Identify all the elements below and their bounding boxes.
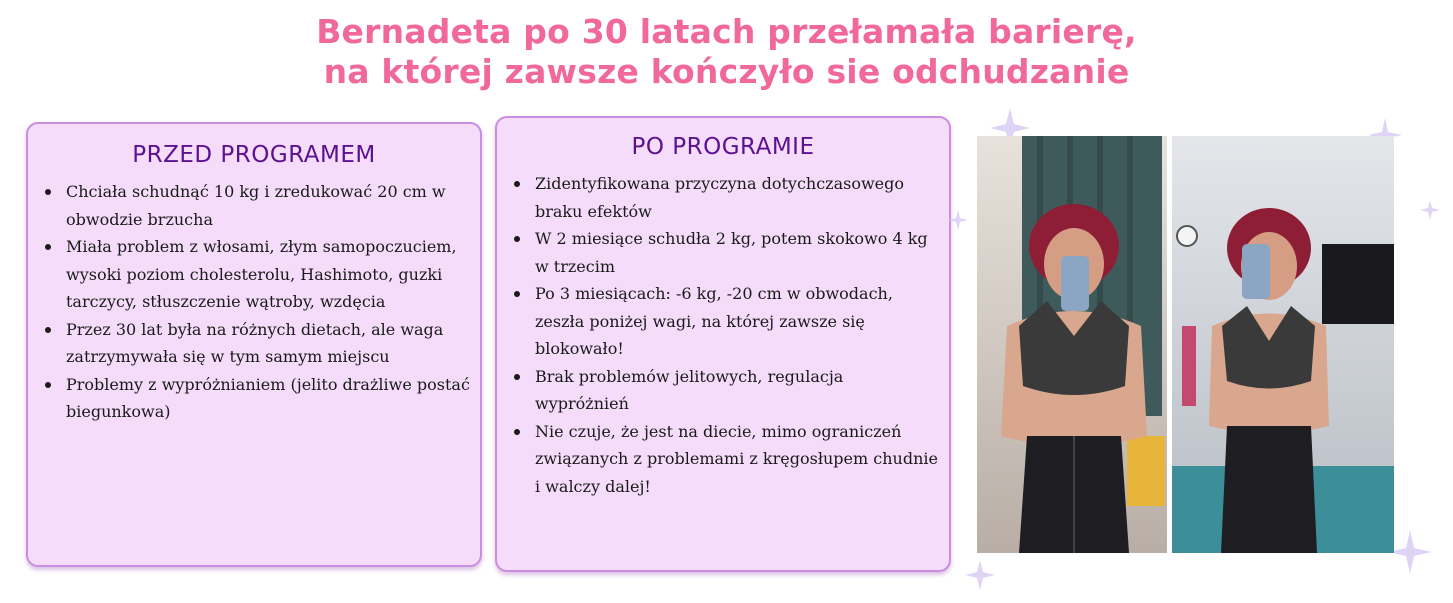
headline-line-1: Bernadeta po 30 latach przełamała barierę, (316, 12, 1137, 51)
after-card-title: PO PROGRAMIE (631, 134, 815, 160)
before-after-photo (977, 136, 1394, 553)
after-points-list (497, 170, 949, 500)
list-item: Miała problem z włosami, złym samopoczuciem, wysoki poziom cholesterolu, Hashimoto, guzki tarczycy, stłuszczenie wątroby, wzdęcia (66, 233, 480, 316)
headline-line-2: na której zawsze kończyło sie odchudzanie (323, 52, 1130, 91)
after-program-card (495, 116, 951, 572)
list-item: Zidentyfikowana przyczyna dotychczasowego braku efektów (535, 170, 949, 225)
page-headline (0, 12, 1453, 92)
list-item: W 2 miesiące schudła 2 kg, potem skokowo 4 kg w trzecim (535, 225, 949, 280)
before-points-list (28, 178, 480, 426)
list-item: Problemy z wypróżnianiem (jelito drażliwe postać biegunkowa) (66, 371, 480, 426)
list-item: Brak problemów jelitowych, regulacja wypróżnień (535, 363, 949, 418)
before-card-title: PRZED PROGRAMEM (132, 142, 376, 168)
before-program-card (26, 122, 482, 567)
list-item: Po 3 miesiącach: -6 kg, -20 cm w obwodach, zeszła poniżej wagi, na której zawsze się blokowało! (535, 280, 949, 363)
list-item: Przez 30 lat była na różnych dietach, ale waga zatrzymywała się w tym samym miejscu (66, 316, 480, 371)
list-item: Chciała schudnąć 10 kg i zredukować 20 cm w obwodzie brzucha (66, 178, 480, 233)
list-item: Nie czuje, że jest na diecie, mimo ograniczeń związanych z problemami z kręgosłupem chudnie i walczy dalej! (535, 418, 949, 501)
